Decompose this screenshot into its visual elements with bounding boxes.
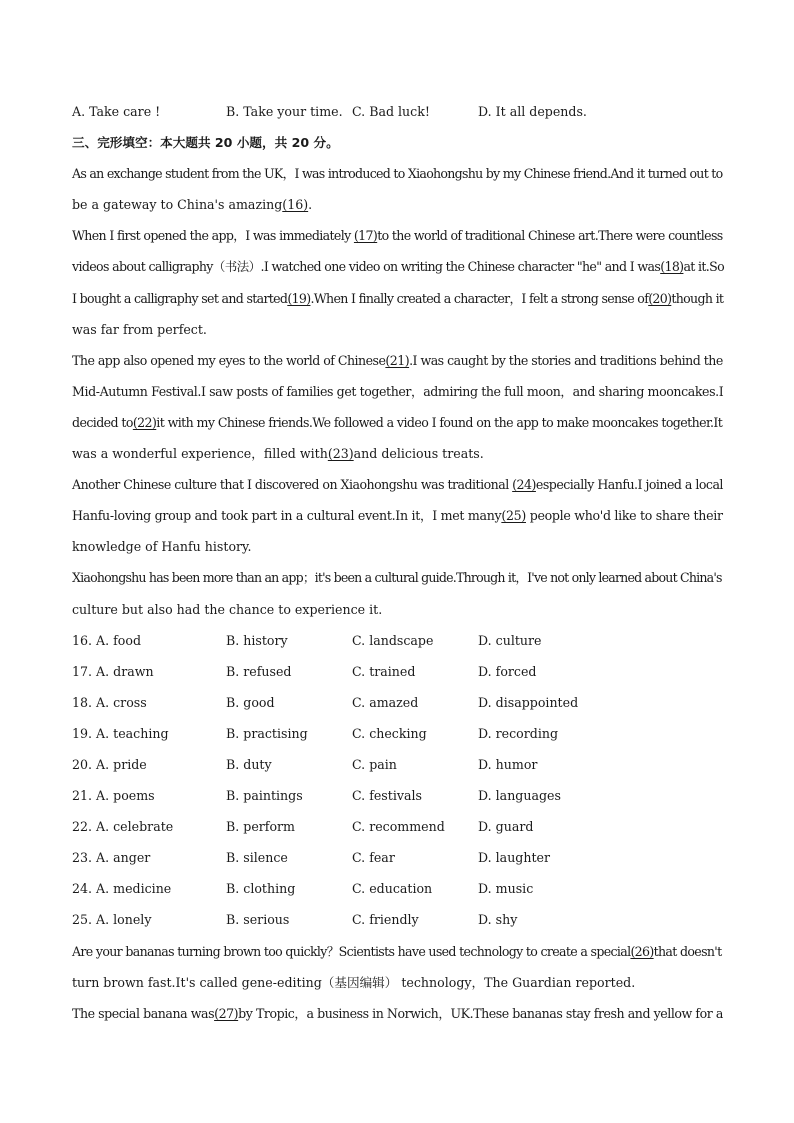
- passage-line: [72, 287, 722, 318]
- choice-a: 22. A. celebrate: [72, 819, 174, 835]
- passage-text: it with my Chinese friends.We followed a video I found on the app to make mooncakes together.It: [156, 414, 723, 430]
- question-row: [72, 722, 722, 753]
- choice-d: D. recording: [478, 725, 559, 741]
- passage-text: .: [308, 197, 313, 213]
- choice-a: 17. A. drawn: [72, 663, 154, 679]
- passage-text: that doesn't: [653, 943, 722, 959]
- passage-line: [72, 1002, 722, 1033]
- choice-b: B. duty: [226, 756, 272, 772]
- option-d: D. It all depends.: [478, 104, 587, 119]
- passage-text: As an exchange student from the UK，I was introduced to Xiaohongshu by my Chinese friend.And it turned out to: [72, 166, 723, 182]
- passage-line: [72, 442, 722, 473]
- choice-a: 24. A. medicine: [72, 881, 172, 897]
- passage-line: [72, 255, 725, 286]
- passage-text: Xiaohongshu has been more than an app；it's been a cultural guide.Through it，I've not only learned about China's: [72, 570, 722, 586]
- exam-page: [72, 100, 725, 1033]
- choice-d: D. guard: [478, 819, 534, 835]
- passage-line: [72, 349, 722, 380]
- choice-a: 16. A. food: [72, 632, 142, 648]
- choice-b: B. refused: [226, 663, 292, 679]
- passage-line: [72, 598, 722, 629]
- previous-question-options: [72, 100, 722, 131]
- passage-text: knowledge of Hanfu history.: [72, 539, 252, 555]
- passage-text: be a gateway to China's amazing: [72, 197, 283, 213]
- passage-text: and delicious treats.: [353, 446, 484, 462]
- question-row: [72, 691, 722, 722]
- blank-19: (19): [287, 290, 311, 306]
- passage-line: [72, 504, 722, 535]
- passage-text: Are your bananas turning brown too quickly？Scientists have used technology to create a special: [72, 943, 631, 959]
- passage-line: [72, 473, 722, 504]
- passage-text: Mid-Autumn Festival.I saw posts of families get together，admiring the full moon，and sharing mooncakes.I: [72, 383, 724, 399]
- passage-line: [72, 535, 722, 566]
- choice-c: C. pain: [352, 756, 397, 772]
- choice-a: 25. A. lonely: [72, 912, 152, 928]
- choice-a: 23. A. anger: [72, 850, 151, 866]
- passage-text: by Tropic，a business in Norwich，UK.These bananas stay fresh and yellow for a: [238, 1005, 723, 1021]
- choice-a: 18. A. cross: [72, 694, 147, 710]
- passage-text: culture but also had the chance to experience it.: [72, 601, 383, 617]
- choice-d: D. shy: [478, 912, 518, 928]
- blank-22: (22): [132, 414, 157, 430]
- choice-c: C. fear: [352, 850, 395, 866]
- passage-text: Another Chinese culture that I discovered on Xiaohongshu was traditional: [72, 477, 513, 493]
- choice-b: B. serious: [226, 912, 290, 928]
- passage-text: When I first opened the app，I was immediately: [72, 228, 354, 244]
- passage-text: .I was caught by the stories and traditions behind the: [409, 352, 723, 368]
- question-row: [72, 815, 722, 846]
- passage-text: decided to: [72, 414, 133, 430]
- question-options-list: [72, 629, 722, 940]
- passage-text: I bought a calligraphy set and started: [72, 290, 288, 306]
- option-b: B. Take your time.: [226, 104, 343, 119]
- choice-c: C. festivals: [352, 788, 422, 804]
- question-row: [72, 908, 722, 939]
- blank-18: (18): [660, 259, 684, 275]
- blank-16: (16): [282, 197, 309, 213]
- choice-b: B. history: [226, 632, 288, 648]
- choice-d: D. music: [478, 881, 534, 897]
- blank-27: (27): [214, 1005, 239, 1021]
- cloze-passage-1: [72, 162, 725, 628]
- choice-b: B. clothing: [226, 881, 296, 897]
- passage-line: [72, 380, 722, 411]
- choice-d: D. forced: [478, 663, 537, 679]
- choice-d: D. laughter: [478, 850, 551, 866]
- blank-23: (23): [327, 446, 354, 462]
- passage-text: was far from perfect.: [72, 321, 207, 337]
- passage-text: though it: [671, 290, 724, 306]
- choice-a: 20. A. pride: [72, 756, 147, 772]
- question-row: [72, 753, 722, 784]
- passage-text: at it.So: [683, 259, 725, 275]
- blank-25: (25): [501, 508, 526, 524]
- option-c: C. Bad luck!: [352, 104, 430, 119]
- question-row: [72, 784, 722, 815]
- choice-c: C. amazed: [352, 694, 419, 710]
- blank-24: (24): [512, 477, 536, 493]
- choice-c: C. checking: [352, 725, 427, 741]
- blank-26: (26): [630, 943, 654, 959]
- choice-b: B. good: [226, 694, 275, 710]
- choice-d: D. culture: [478, 632, 542, 648]
- blank-20: (20): [648, 290, 672, 306]
- section-heading: [72, 131, 722, 162]
- passage-text: The special banana was: [72, 1005, 215, 1021]
- passage-line: [72, 411, 722, 442]
- question-row: [72, 629, 722, 660]
- choice-a: 19. A. teaching: [72, 725, 169, 741]
- choice-b: B. practising: [226, 725, 308, 741]
- passage-line: [72, 318, 722, 349]
- passage-text: to the world of traditional Chinese art.There were countless: [377, 228, 723, 244]
- choice-d: D. disappointed: [478, 694, 579, 710]
- blank-17: (17): [353, 228, 378, 244]
- choice-d: D. humor: [478, 756, 538, 772]
- passage-text: especially Hanfu.I joined a local: [535, 477, 723, 493]
- passage-text: turn brown fast.It's called gene-editing（基因编辑） technology，The Guardian reported.: [72, 974, 636, 990]
- passage-text: The app also opened my eyes to the world of Chinese: [72, 352, 386, 368]
- choice-c: C. landscape: [352, 632, 434, 648]
- choice-b: B. silence: [226, 850, 288, 866]
- question-row: [72, 877, 722, 908]
- passage-text: was a wonderful experience，filled with: [72, 446, 328, 462]
- passage-line: [72, 162, 722, 193]
- choice-c: C. education: [352, 881, 433, 897]
- passage-line: [72, 224, 722, 255]
- choice-c: C. trained: [352, 663, 416, 679]
- passage-line: [72, 193, 722, 224]
- choice-b: B. perform: [226, 819, 296, 835]
- passage-text: Hanfu-loving group and took part in a cultural event.In it，I met many: [72, 508, 502, 524]
- passage-line: [72, 971, 722, 1002]
- passage-text: videos about calligraphy（书法）.I watched one video on writing the Chinese character "he" and I was: [72, 259, 661, 275]
- blank-21: (21): [385, 352, 410, 368]
- passage-text: .When I finally created a character，I felt a strong sense of: [310, 290, 649, 306]
- section-heading-text: 三、完形填空：本大题共 20 小题，共 20 分。: [72, 135, 339, 151]
- passage-line: [72, 566, 722, 597]
- cloze-passage-2: [72, 940, 722, 1033]
- option-a: A. Take care !: [72, 104, 161, 119]
- choice-b: B. paintings: [226, 788, 303, 804]
- choice-a: 21. A. poems: [72, 788, 155, 804]
- choice-d: D. languages: [478, 788, 561, 804]
- passage-text: people who'd like to share their: [526, 508, 723, 524]
- question-row: [72, 660, 722, 691]
- choice-c: C. recommend: [352, 819, 445, 835]
- passage-line: [72, 940, 722, 971]
- choice-c: C. friendly: [352, 912, 419, 928]
- question-row: [72, 846, 722, 877]
